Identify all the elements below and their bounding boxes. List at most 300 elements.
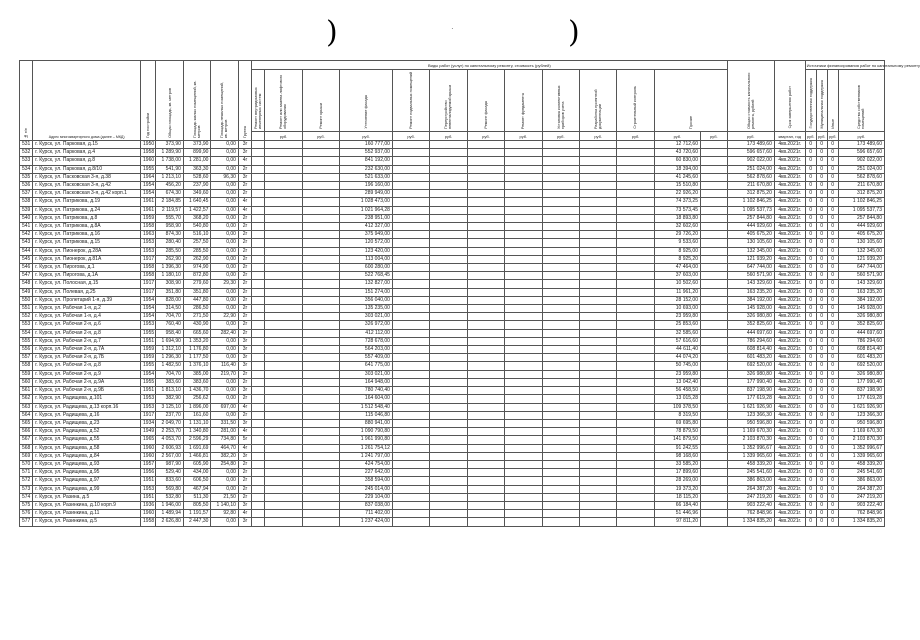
cell-empty xyxy=(542,288,579,296)
cell-z1: 0 xyxy=(805,206,816,214)
table-row xyxy=(20,173,885,181)
cell-empty xyxy=(392,362,429,370)
cell-addr: г. Курск, ул. Патрикова, д.16 xyxy=(33,231,141,239)
cell-empty xyxy=(430,206,467,214)
cell-g: 2г xyxy=(238,321,251,329)
cell-z1: 0 xyxy=(805,141,816,149)
cell-empty xyxy=(467,419,504,427)
cell-roof: 564 203,00 xyxy=(340,346,393,354)
cell-roof: 160 777,00 xyxy=(340,141,393,149)
cell-empty xyxy=(542,296,579,304)
cell-control: 23 959,80 xyxy=(654,313,700,321)
cell-term: 4кв.2021г. xyxy=(774,214,805,222)
table-row xyxy=(20,280,885,288)
cell-term: 4кв.2021г. xyxy=(774,518,805,526)
cell-l: 665,60 xyxy=(183,329,211,337)
cell-term: 4кв.2021г. xyxy=(774,190,805,198)
cell-year: 1954 xyxy=(141,305,156,313)
cell-roof: 115 046,80 xyxy=(340,411,393,419)
cell-empty xyxy=(505,255,542,263)
cell-year: 1957 xyxy=(141,460,156,468)
cell-empty xyxy=(252,239,265,247)
cell-roof: 123 420,00 xyxy=(340,247,393,255)
cell-total: 1 095 537,73 xyxy=(727,206,774,214)
cell-g: 4г xyxy=(238,198,251,206)
cell-empty xyxy=(392,428,429,436)
cell-nl: 0,00 xyxy=(211,387,239,395)
cell-empty xyxy=(252,190,265,198)
cell-n: 537 xyxy=(20,190,33,198)
cell-z2: 0 xyxy=(816,510,827,518)
table-row xyxy=(20,190,885,198)
cell-empty xyxy=(579,444,616,452)
cell-year: 1953 xyxy=(141,395,156,403)
cell-empty xyxy=(252,362,265,370)
cell-empty xyxy=(252,321,265,329)
cell-total: 560 571,90 xyxy=(727,272,774,280)
cell-control: 74 373,25 xyxy=(654,198,700,206)
cell-s: 1 289,90 xyxy=(156,149,184,157)
cell-empty xyxy=(701,190,728,198)
cell-empty xyxy=(617,198,654,206)
cell-z1: 0 xyxy=(805,354,816,362)
cell-empty xyxy=(265,206,302,214)
cell-year: 1958 xyxy=(141,264,156,272)
cell-roof: 227 642,00 xyxy=(340,469,393,477)
cell-empty xyxy=(617,313,654,321)
cell-empty xyxy=(265,510,302,518)
cell-empty xyxy=(265,288,302,296)
cell-empty xyxy=(542,190,579,198)
cell-empty xyxy=(467,428,504,436)
cell-empty xyxy=(542,149,579,157)
cell-z3: 0 xyxy=(827,346,838,354)
unit-rub-2: руб. xyxy=(302,132,339,141)
cell-nl: 0,00 xyxy=(211,182,239,190)
cell-empty xyxy=(701,305,728,313)
cell-z2: 0 xyxy=(816,272,827,280)
table-row xyxy=(20,411,885,419)
cell-empty xyxy=(467,378,504,386)
cell-empty xyxy=(467,354,504,362)
cell-year: 1953 xyxy=(141,321,156,329)
cell-empty xyxy=(701,182,728,190)
cell-empty xyxy=(430,510,467,518)
cell-empty xyxy=(392,403,429,411)
cell-nl: 0,00 xyxy=(211,214,239,222)
cell-year: 1954 xyxy=(141,296,156,304)
cell-z2: 0 xyxy=(816,395,827,403)
cell-z3: 0 xyxy=(827,149,838,157)
cell-empty xyxy=(505,288,542,296)
cell-empty xyxy=(617,362,654,370)
cell-empty xyxy=(579,321,616,329)
cell-own: 762 848,96 xyxy=(838,510,884,518)
cell-empty xyxy=(579,223,616,231)
table-row xyxy=(20,272,885,280)
cell-empty xyxy=(467,141,504,149)
cell-g: 2г xyxy=(238,190,251,198)
cell-empty xyxy=(430,264,467,272)
cell-empty xyxy=(505,280,542,288)
cell-l: 1 466,81 xyxy=(183,452,211,460)
cell-g: 4г xyxy=(238,157,251,165)
cell-empty xyxy=(467,362,504,370)
cell-z3: 0 xyxy=(827,395,838,403)
cell-empty xyxy=(467,264,504,272)
cell-empty xyxy=(617,452,654,460)
unit-rub-1: руб. xyxy=(265,132,302,141)
cell-empty xyxy=(505,428,542,436)
table-row xyxy=(20,378,885,386)
cell-total: 1 334 835,20 xyxy=(727,518,774,526)
cell-empty xyxy=(542,223,579,231)
cell-l: 1 281,00 xyxy=(183,157,211,165)
cell-empty xyxy=(701,141,728,149)
cell-empty xyxy=(505,354,542,362)
cell-term: 4кв.2021г. xyxy=(774,510,805,518)
cell-z1: 0 xyxy=(805,477,816,485)
cell-l: 2 596,29 xyxy=(183,436,211,444)
cell-nl: 0,00 xyxy=(211,477,239,485)
cell-empty xyxy=(392,444,429,452)
cell-empty xyxy=(265,272,302,280)
cell-empty xyxy=(302,141,339,149)
cell-year: 1960 xyxy=(141,510,156,518)
cell-year: 1953 xyxy=(141,485,156,493)
cell-l: 351,80 xyxy=(183,288,211,296)
cell-empty xyxy=(617,485,654,493)
cell-s: 2 606,93 xyxy=(156,444,184,452)
cell-n: 545 xyxy=(20,255,33,263)
cell-nl: 0,00 xyxy=(211,149,239,157)
cell-roof: 1 261 754,12 xyxy=(340,444,393,452)
cell-control: 56 458,50 xyxy=(654,387,700,395)
cell-control: 60 830,00 xyxy=(654,157,700,165)
cell-l: 368,20 xyxy=(183,214,211,222)
cell-empty xyxy=(302,395,339,403)
cell-empty xyxy=(505,452,542,460)
cell-empty xyxy=(505,173,542,181)
cell-empty xyxy=(617,395,654,403)
cell-empty xyxy=(302,280,339,288)
cell-year: 1917 xyxy=(141,288,156,296)
cell-year: 1954 xyxy=(141,313,156,321)
cell-own: 312 875,20 xyxy=(838,190,884,198)
cell-g: 3г xyxy=(238,452,251,460)
cell-addr: г. Курск, ул. Радищева, д.55 xyxy=(33,436,141,444)
cell-term: 4кв.2021г. xyxy=(774,206,805,214)
cell-nl: 0,00 xyxy=(211,485,239,493)
cell-control: 15 510,80 xyxy=(654,182,700,190)
cell-z2: 0 xyxy=(816,247,827,255)
cell-n: 534 xyxy=(20,165,33,173)
cell-addr: г. Курск, ул. Радищева, д.101 xyxy=(33,395,141,403)
cell-total: 692 520,00 xyxy=(727,362,774,370)
cell-empty xyxy=(579,313,616,321)
cell-control: 22 926,20 xyxy=(654,190,700,198)
cell-n: 566 xyxy=(20,428,33,436)
col-work-6: Переустройство невентилируемой крыши xyxy=(430,70,467,132)
cell-term: 4кв.2021г. xyxy=(774,141,805,149)
cell-addr: г. Курск, ул. Рабочая 2-я, д.8 xyxy=(33,329,141,337)
cell-own: 177 990,40 xyxy=(838,378,884,386)
cell-empty xyxy=(579,231,616,239)
cell-total: 1 339 965,60 xyxy=(727,452,774,460)
table-row xyxy=(20,149,885,157)
cell-empty xyxy=(617,501,654,509)
cell-control: 73 573,45 xyxy=(654,206,700,214)
cell-z3: 0 xyxy=(827,411,838,419)
cell-empty xyxy=(701,395,728,403)
cell-s: 760,40 xyxy=(156,321,184,329)
cell-control: 25 853,60 xyxy=(654,321,700,329)
col-work-11: Строительный контроль xyxy=(617,70,654,132)
cell-own: 145 928,00 xyxy=(838,305,884,313)
cell-addr: г. Курск, ул. Рабочая 2-я, д.7 xyxy=(33,337,141,345)
cell-empty xyxy=(542,231,579,239)
cell-l: 606,50 xyxy=(183,477,211,485)
cell-own: 132 345,00 xyxy=(838,247,884,255)
cell-n: 536 xyxy=(20,182,33,190)
cell-own: 121 939,20 xyxy=(838,255,884,263)
cell-l: 516,10 xyxy=(183,231,211,239)
cell-l: 467,94 xyxy=(183,485,211,493)
cell-roof: 151 274,00 xyxy=(340,288,393,296)
cell-z1: 0 xyxy=(805,173,816,181)
cell-empty xyxy=(542,206,579,214)
cell-term: 4кв.2021г. xyxy=(774,264,805,272)
cell-empty xyxy=(302,419,339,427)
cell-nl: 22,90 xyxy=(211,313,239,321)
cell-z3: 0 xyxy=(827,173,838,181)
cell-nl: 697,00 xyxy=(211,403,239,411)
cell-empty xyxy=(430,288,467,296)
cell-empty xyxy=(392,460,429,468)
cell-empty xyxy=(467,321,504,329)
cell-own: 560 571,90 xyxy=(838,272,884,280)
cell-own: 837 198,90 xyxy=(838,387,884,395)
cell-empty xyxy=(701,362,728,370)
cell-l: 447,80 xyxy=(183,296,211,304)
cell-nl: 0,00 xyxy=(211,411,239,419)
cell-addr: г. Курск, ул. Патрикова, д.24 xyxy=(33,206,141,214)
cell-empty xyxy=(265,387,302,395)
cell-s: 373,90 xyxy=(156,141,184,149)
cell-empty xyxy=(392,321,429,329)
cell-total: 326 980,80 xyxy=(727,370,774,378)
cell-nl: 96,30 xyxy=(211,173,239,181)
cell-empty xyxy=(265,329,302,337)
cell-z2: 0 xyxy=(816,321,827,329)
cell-empty xyxy=(252,477,265,485)
cell-z1: 0 xyxy=(805,214,816,222)
cell-empty xyxy=(467,255,504,263)
cell-control: 44 074,20 xyxy=(654,354,700,362)
cell-empty xyxy=(617,477,654,485)
cell-empty xyxy=(265,280,302,288)
cell-addr: г. Курск, ул. Радищева, д.95 xyxy=(33,469,141,477)
cell-total: 177 990,40 xyxy=(727,378,774,386)
cell-empty xyxy=(701,493,728,501)
cell-own: 247 219,20 xyxy=(838,493,884,501)
cell-z3: 0 xyxy=(827,223,838,231)
cell-empty xyxy=(617,329,654,337)
cell-nl: 0,00 xyxy=(211,272,239,280)
cell-empty xyxy=(617,411,654,419)
cell-empty xyxy=(579,469,616,477)
cell-term: 4кв.2021г. xyxy=(774,378,805,386)
cell-empty xyxy=(542,329,579,337)
top-right-mark: ) xyxy=(568,15,580,50)
cell-l: 1 691,69 xyxy=(183,444,211,452)
cell-term: 4кв.2021г. xyxy=(774,272,805,280)
cell-year: 1950 xyxy=(141,141,156,149)
cell-empty xyxy=(430,354,467,362)
cell-empty xyxy=(430,337,467,345)
cell-empty xyxy=(467,337,504,345)
cell-empty xyxy=(579,264,616,272)
cell-nl: 0,00 xyxy=(211,223,239,231)
cell-roof: 552 937,00 xyxy=(340,149,393,157)
cell-n: 564 xyxy=(20,411,33,419)
cell-s: 1 396,30 xyxy=(156,264,184,272)
cell-control: 8 925,20 xyxy=(654,255,700,263)
cell-empty xyxy=(701,510,728,518)
cell-empty xyxy=(392,223,429,231)
cell-z1: 0 xyxy=(805,444,816,452)
cell-empty xyxy=(392,239,429,247)
cell-g: 2г xyxy=(238,378,251,386)
cell-empty xyxy=(467,403,504,411)
cell-term: 4кв.2021г. xyxy=(774,419,805,427)
cell-empty xyxy=(701,198,728,206)
cell-empty xyxy=(265,518,302,526)
cell-nl: 0,00 xyxy=(211,305,239,313)
cell-z3: 0 xyxy=(827,518,838,526)
cell-z2: 0 xyxy=(816,337,827,345)
col-num: № п/п xyxy=(20,61,33,141)
cell-g: 2г xyxy=(238,477,251,485)
cell-z2: 0 xyxy=(816,485,827,493)
cell-z1: 0 xyxy=(805,247,816,255)
source-group-header: Источники финансирования работ по капитальному ремонту xyxy=(805,61,884,70)
cell-control: 18 115,20 xyxy=(654,493,700,501)
cell-empty xyxy=(579,190,616,198)
cell-s: 1 482,50 xyxy=(156,362,184,370)
cell-empty xyxy=(302,493,339,501)
cell-own: 1 334 835,20 xyxy=(838,518,884,526)
cell-year: 1959 xyxy=(141,354,156,362)
cell-empty xyxy=(265,247,302,255)
cell-roof: 164 948,00 xyxy=(340,378,393,386)
cell-empty xyxy=(430,321,467,329)
cell-z1: 0 xyxy=(805,313,816,321)
cell-g: 2г xyxy=(238,264,251,272)
cell-empty xyxy=(505,395,542,403)
table-row xyxy=(20,165,885,173)
cell-empty xyxy=(467,436,504,444)
cell-empty xyxy=(617,239,654,247)
cell-empty xyxy=(701,321,728,329)
cell-s: 383,60 xyxy=(156,378,184,386)
table-row xyxy=(20,313,885,321)
cell-empty xyxy=(430,469,467,477)
cell-empty xyxy=(542,280,579,288)
col-work-12: Прочие xyxy=(654,70,727,132)
table-row xyxy=(20,485,885,493)
table-row xyxy=(20,223,885,231)
cell-empty xyxy=(505,264,542,272)
cell-z2: 0 xyxy=(816,280,827,288)
cell-nl: 0,00 xyxy=(211,518,239,526)
cell-empty xyxy=(467,272,504,280)
cell-nl: 0,00 xyxy=(211,231,239,239)
cell-empty xyxy=(542,510,579,518)
cell-term: 4кв.2021г. xyxy=(774,444,805,452)
cell-empty xyxy=(617,428,654,436)
cell-l: 540,80 xyxy=(183,223,211,231)
cell-empty xyxy=(302,173,339,181)
cell-empty xyxy=(542,428,579,436)
cell-empty xyxy=(392,370,429,378)
cell-empty xyxy=(701,403,728,411)
cell-z3: 0 xyxy=(827,141,838,149)
cell-term: 4кв.2021г. xyxy=(774,477,805,485)
cell-roof: 557 409,00 xyxy=(340,354,393,362)
cell-empty xyxy=(617,206,654,214)
cell-empty xyxy=(701,354,728,362)
cell-own: 2 103 870,30 xyxy=(838,436,884,444)
cell-empty xyxy=(579,411,616,419)
cell-control: 91 242,55 xyxy=(654,444,700,452)
cell-own: 326 980,80 xyxy=(838,313,884,321)
cell-empty xyxy=(430,485,467,493)
cell-own: 211 670,80 xyxy=(838,182,884,190)
cell-empty xyxy=(302,190,339,198)
cell-total: 1 102 846,25 xyxy=(727,198,774,206)
cell-nl: 1 140,10 xyxy=(211,501,239,509)
cell-roof: 358 594,00 xyxy=(340,477,393,485)
cell-z3: 0 xyxy=(827,165,838,173)
col-area-total: Общая площадь, кв. метров xyxy=(156,61,184,141)
cell-term: 4кв.2021г. xyxy=(774,223,805,231)
cell-empty xyxy=(430,518,467,526)
table-row xyxy=(20,264,885,272)
cell-empty xyxy=(542,452,579,460)
cell-roof: 289 949,00 xyxy=(340,190,393,198)
cell-l: 872,80 xyxy=(183,272,211,280)
cell-z1: 0 xyxy=(805,280,816,288)
cell-empty xyxy=(302,346,339,354)
cell-own: 1 621 926,90 xyxy=(838,403,884,411)
cell-empty xyxy=(392,206,429,214)
unit-rub-src1: руб. xyxy=(805,132,816,141)
cell-total: 458 339,20 xyxy=(727,460,774,468)
cell-empty xyxy=(542,272,579,280)
cell-empty xyxy=(542,321,579,329)
cell-empty xyxy=(505,518,542,526)
cell-term: 4кв.2021г. xyxy=(774,460,805,468)
cell-empty xyxy=(302,501,339,509)
cell-empty xyxy=(392,231,429,239)
cell-control: 10 693,00 xyxy=(654,305,700,313)
col-work-5: Ремонт подвальных помещений xyxy=(392,70,429,132)
cell-empty xyxy=(302,157,339,165)
cell-roof: 412 112,00 xyxy=(340,329,393,337)
cell-z2: 0 xyxy=(816,518,827,526)
cell-empty xyxy=(252,231,265,239)
